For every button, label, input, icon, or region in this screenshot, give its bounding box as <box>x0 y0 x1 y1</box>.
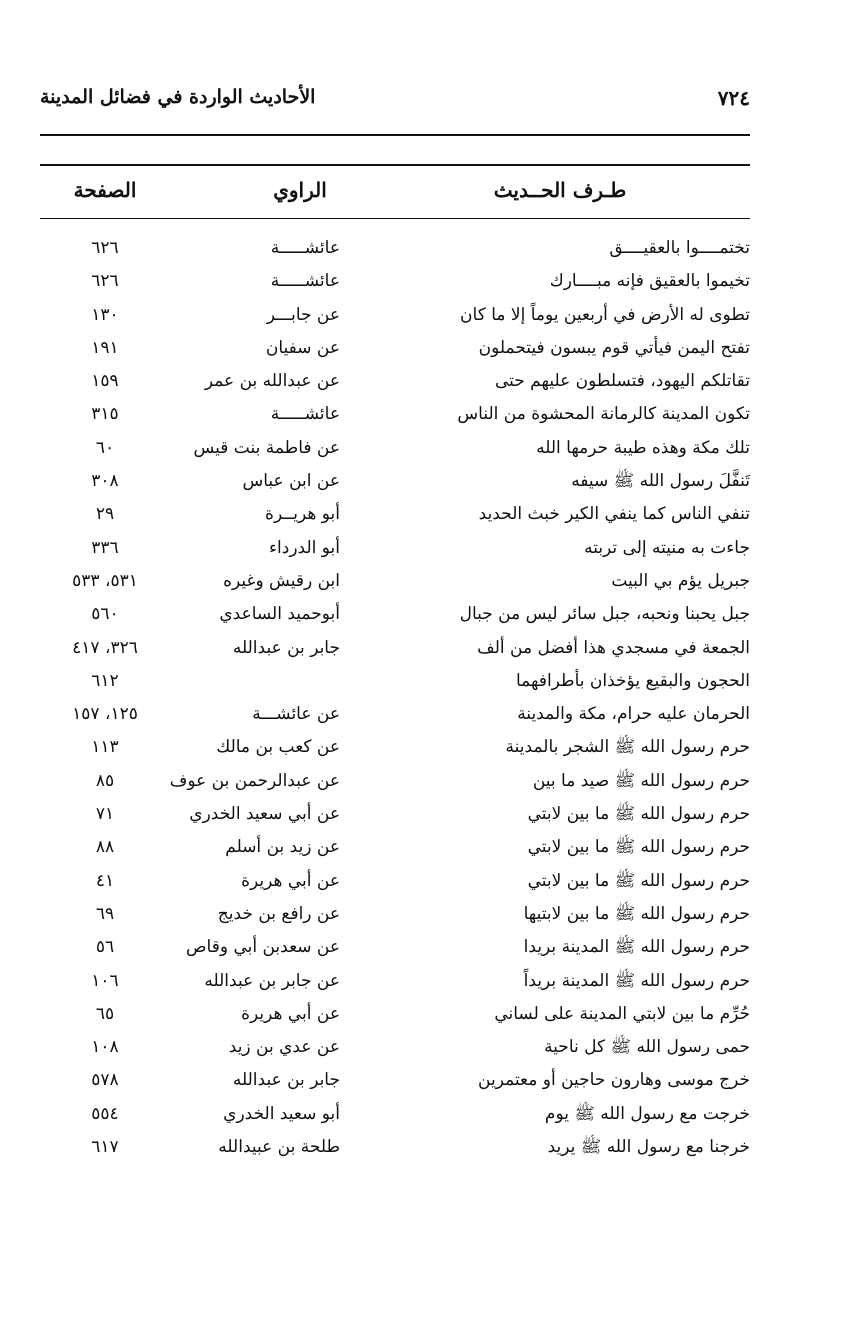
table-row <box>40 598 750 631</box>
page-cell: ٨٨ <box>95 837 115 858</box>
table-row <box>40 931 750 964</box>
page-cell: ١٣٠ <box>91 304 119 325</box>
hadith-cell: الحجون والبقيع يؤخذان بأطرافهما <box>515 670 750 691</box>
hadith-cell: الحرمان عليه حرام، مكة والمدينة <box>517 704 750 725</box>
hadith-cell: تخيموا بالعقيق فإنه مبــــارك <box>549 271 750 292</box>
narrator-cell: جابر بن عبدالله <box>232 1070 340 1091</box>
hadith-cell: تطوى له الأرض في أربعين يوماً إلا ما كان <box>460 304 750 325</box>
table-row <box>40 1098 750 1131</box>
hadith-cell: حرم رسول الله ﷺ صيد ما بين <box>532 770 750 791</box>
table-row <box>40 998 750 1031</box>
page-cell: ٦٩ <box>95 903 115 924</box>
narrator-cell: عن جابـــر <box>266 304 340 325</box>
column-header-narrator: الراوي <box>273 178 327 202</box>
narrator-cell: جابر بن عبدالله <box>232 637 340 658</box>
narrator-cell: عن عبدالله بن عمر <box>204 371 340 392</box>
table-row <box>40 765 750 798</box>
table-row <box>40 798 750 831</box>
page-cell: ١٩١ <box>91 337 119 358</box>
hadith-cell: خرجنا مع رسول الله ﷺ يريد <box>547 1137 750 1158</box>
narrator-cell: عن زيد بن أسلم <box>225 837 340 858</box>
table-row <box>40 398 750 431</box>
hadith-cell: الجمعة في مسجدي هذا أفضل من ألف <box>477 637 750 658</box>
page-cell: ٣٢٦، ٤١٧ <box>72 637 138 658</box>
index-table <box>40 232 750 1164</box>
page-cell: ٣٠٨ <box>91 471 119 492</box>
table-row <box>40 1031 750 1064</box>
narrator-cell: عن ابن عباس <box>242 471 340 492</box>
page-cell: ١٠٨ <box>91 1037 119 1058</box>
hadith-cell: حرم رسول الله ﷺ المدينة بريداً <box>523 970 750 991</box>
page-cell: ٥٥٤ <box>91 1103 119 1124</box>
hadith-cell: خرج موسى وهارون حاجين أو معتمرين <box>478 1070 750 1091</box>
table-row <box>40 831 750 864</box>
narrator-cell: عن أبي هريرة <box>241 1003 340 1024</box>
narrator-cell: عن فاطمة بنت قيس <box>193 437 340 458</box>
table-row <box>40 665 750 698</box>
table-header-rule <box>40 218 750 219</box>
table-row <box>40 365 750 398</box>
table-top-rule <box>40 164 750 166</box>
hadith-cell: حرم رسول الله ﷺ ما بين لابتي <box>527 870 750 891</box>
table-row <box>40 532 750 565</box>
table-row <box>40 565 750 598</box>
table-row <box>40 332 750 365</box>
narrator-cell: عن عدي بن زيد <box>228 1037 340 1058</box>
page-cell: ٤١ <box>95 870 115 891</box>
hadith-cell: حرم رسول الله ﷺ المدينة بريدا <box>523 937 750 958</box>
narrator-cell: ابن رقيش وغيره <box>223 570 340 591</box>
narrator-cell: عن عائشـــة <box>252 704 340 725</box>
hadith-cell: حرم رسول الله ﷺ الشجر بالمدينة <box>505 737 750 758</box>
table-row <box>40 965 750 998</box>
narrator-cell: أبوحميد الساعدي <box>219 604 340 625</box>
hadith-cell: حرم رسول الله ﷺ ما بين لابتيها <box>523 903 750 924</box>
page-number: ٧٢٤ <box>717 86 750 110</box>
running-title: الأحاديث الواردة في فضائل المدينة <box>40 86 316 108</box>
hadith-cell: حرم رسول الله ﷺ ما بين لابتي <box>527 804 750 825</box>
table-row <box>40 498 750 531</box>
page-cell: ٦٥ <box>95 1003 115 1024</box>
narrator-cell: عن أبي سعيد الخدري <box>189 804 340 825</box>
hadith-cell: حمى رسول الله ﷺ كل ناحية <box>544 1037 750 1058</box>
hadith-cell: جبل يحبنا ونحبه، جبل سائر ليس من جبال <box>459 604 750 625</box>
table-row <box>40 299 750 332</box>
narrator-cell: عن رافع بن خديج <box>217 903 340 924</box>
header-rule <box>40 134 750 136</box>
page-cell: ٧١ <box>95 804 115 825</box>
narrator-cell: عن جابر بن عبدالله <box>204 970 340 991</box>
table-row <box>40 265 750 298</box>
hadith-cell: تختمــــوا بالعقيــــق <box>609 238 750 258</box>
narrator-cell: أبو الدرداء <box>269 537 340 558</box>
page-cell: ١٥٩ <box>91 371 119 392</box>
narrator-cell: طلحة بن عبيدالله <box>218 1137 340 1158</box>
table-row <box>40 465 750 498</box>
page-header <box>40 86 750 120</box>
narrator-cell: عن أبي هريرة <box>241 870 340 891</box>
page-cell: ٥٣١، ٥٣٣ <box>72 570 138 591</box>
narrator-cell: عن كعب بن مالك <box>216 737 340 758</box>
hadith-cell: تفتح اليمن فيأتي قوم يبسون فيتحملون <box>478 337 750 358</box>
narrator-cell: أبو هريــرة <box>265 504 340 525</box>
hadith-cell: تكون المدينة كالرمانة المحشوة من الناس <box>457 404 750 425</box>
column-header-page: الصفحة <box>73 178 137 202</box>
hadith-cell: تَنفَّلَ رسول الله ﷺ سيفه <box>571 471 750 492</box>
page-cell: ٣١٥ <box>91 404 119 425</box>
narrator-cell: عن سعدبن أبي وقاص <box>185 937 340 958</box>
page-cell: ٦١٢ <box>91 670 119 691</box>
table-row <box>40 698 750 731</box>
page-cell: ٨٥ <box>95 770 115 791</box>
hadith-cell: خرجت مع رسول الله ﷺ يوم <box>544 1103 750 1124</box>
table-row <box>40 1131 750 1164</box>
table-row <box>40 898 750 931</box>
hadith-cell: حُرِّم ما بين لابتي المدينة على لساني <box>494 1003 750 1024</box>
hadith-cell: جاءت به منيته إلى تربته <box>584 537 750 558</box>
page-cell: ٥٧٨ <box>91 1070 119 1091</box>
narrator-cell: عن سفيان <box>265 337 340 358</box>
table-row <box>40 1064 750 1097</box>
page-cell: ٥٦ <box>95 937 115 958</box>
hadith-cell: تقاتلكم اليهود، فتسلطون عليهم حتى <box>494 371 750 392</box>
page-cell: ٦١٧ <box>91 1137 119 1158</box>
hadith-cell: تنفي الناس كما ينفي الكير خبث الحديد <box>478 504 750 525</box>
page-cell: ١٢٥، ١٥٧ <box>72 704 138 725</box>
hadith-cell: جبريل يؤم بي البيت <box>611 570 750 591</box>
table-row <box>40 432 750 465</box>
page-cell: ١١٣ <box>91 737 119 758</box>
narrator-cell: عن عبدالرحمن بن عوف <box>169 770 340 791</box>
narrator-cell: عائشـــــة <box>270 238 340 258</box>
table-row <box>40 865 750 898</box>
table-row <box>40 232 750 265</box>
page-cell: ٣٣٦ <box>91 537 119 558</box>
page-cell: ٦٠ <box>95 437 115 458</box>
page-cell: ٦٢٦ <box>91 238 119 258</box>
column-header-hadith: طـرف الحــديث <box>493 178 627 202</box>
hadith-cell: تلك مكة وهذه طيبة حرمها الله <box>536 437 750 458</box>
narrator-cell: عائشـــــة <box>270 271 340 292</box>
page-cell: ٥٦٠ <box>91 604 119 625</box>
table-row <box>40 731 750 764</box>
hadith-cell: حرم رسول الله ﷺ ما بين لابتي <box>527 837 750 858</box>
narrator-cell: أبو سعيد الخدري <box>223 1103 340 1124</box>
page-cell: ٦٢٦ <box>91 271 119 292</box>
table-row <box>40 632 750 665</box>
narrator-cell: عائشـــــة <box>270 404 340 425</box>
page-cell: ١٠٦ <box>91 970 119 991</box>
page-cell: ٢٩ <box>95 504 115 525</box>
